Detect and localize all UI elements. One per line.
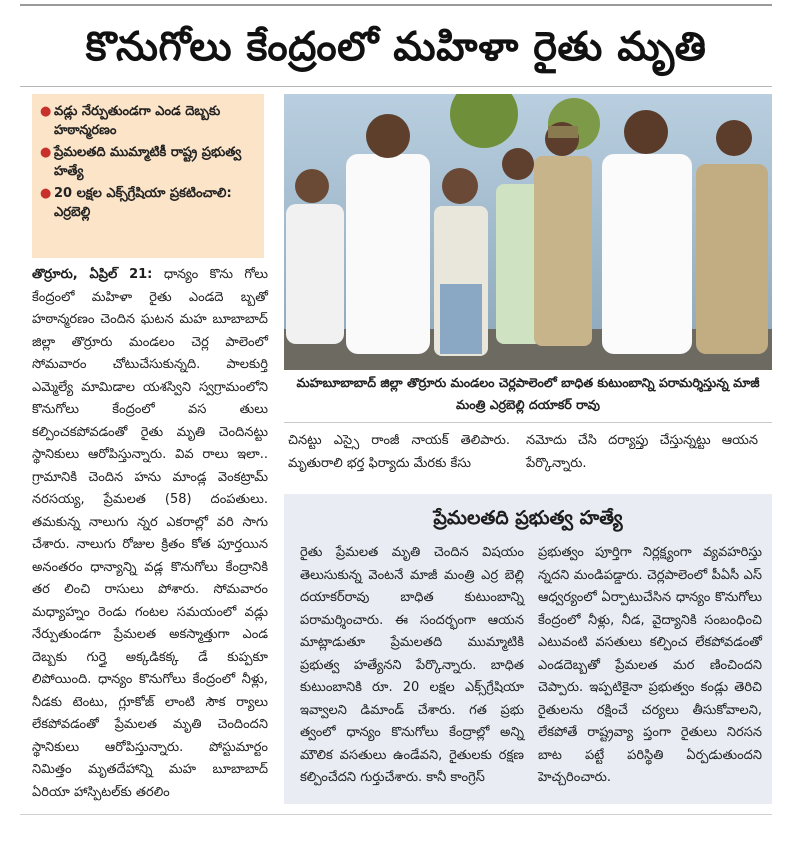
bullet-icon: ● [40, 145, 52, 160]
article-column-2-continued: చినట్టు ఎస్సై రాంజీ నాయక్ తెలిపారు. మృతురాలి భర్త ఫిర్యాదు మేరకు కేసు [288, 433, 510, 471]
article-column-3-continued: నమోదు చేసి దర్యాప్తు చేస్తున్నట్టు ఆయన పేర్కొన్నారు. [526, 433, 758, 471]
photo-illustration [284, 94, 772, 370]
highlight-text: 20 లక్షల ఎక్స్‌గ్రేషియా ప్రకటించాలి: ఎర్రబెల్లి [54, 186, 232, 220]
highlight-item [40, 143, 254, 181]
sidebar-box [284, 494, 772, 804]
highlight-text: వడ్లు నేర్పుతుండగా ఎండ దెబ్బకు హఠాన్మరణం [54, 104, 221, 138]
highlight-item [40, 184, 254, 222]
bullet-icon: ● [40, 104, 52, 119]
sidebar-box-left-text: రైతు ప్రేమలత మృతి చెందిన విషయం తెలుసుకున్న వెంటనే మాజీ మంత్రి ఎర్ర బెల్లి దయాకర్‌రావు బాధిత కుటుంబాన్ని పరామర్శించారు. ఈ సందర్భంగా ఆయన మాట్లాడుతూ ప్రేమలతది ముమ్మాటికి ప్రభుత్వ హత్యేనని పేర్కొన్నారు. బాధిత కుటుంబానికి రూ. 20 లక్షల ఎక్స్‌గ్రేషియా ఇవ్వాలని డిమాండ్ చేశారు. గత ప్రభు త్వంలో ధాన్యం కొనుగోలు కేంద్రాల్లో అన్ని మౌలిక వసతులు ఉండేవని, రైతులకు రక్షణ కల్పించేదని గుర్తుచేశారు. కానీ కాంగ్రెస్ [300, 545, 524, 785]
caption-rule [284, 422, 772, 423]
sidebar-box-title: ప్రేమలతది ప్రభుత్వ హత్యే [433, 507, 623, 529]
bullet-icon: ● [40, 186, 52, 201]
highlights-box [32, 94, 264, 258]
sidebar-box-right-text: ప్రభుత్వం పూర్తిగా నిర్లక్ష్యంగా వ్యవహరిస్తు న్నదని మండిపడ్డారు. చెర్లపాలెంలో పీఏసీ ఎస్ ఆధ్వర్యంలో ఏర్పాటుచేసిన ధాన్యం కొనుగోలు కేంద్రంలో నీళ్లు, నీడ, వైద్యానికి సంబంధించి ఎటువంటి వసతులు కల్పించ లేకపోవడంతో ఎండదెబ్బతో ప్రేమలత మర ణించిందని చెప్పారు. ఇప్పటికైనా ప్రభుత్వం కండ్లు తెరిచి రైతులను రక్షించే చర్యలు తీసుకోవాలని, లేకపోతే రాష్ట్రవ్యా ప్తంగా రైతులు నిరసన బాట పట్టే పరిస్థితి ఏర్పడుతుందని హెచ్చరించారు. [538, 545, 762, 785]
headline-rule [20, 86, 772, 87]
news-photo [284, 94, 772, 370]
article-column-1 [32, 264, 268, 804]
highlight-item [40, 102, 254, 140]
top-rule [20, 4, 772, 6]
bottom-rule [20, 814, 772, 815]
photo-caption: మహబూబాబాద్ జిల్లా తొర్రూరు మండలం చెర్లపాలెంలో బాధిత కుటుంబాన్ని పరామర్శిస్తున్న మాజీ మంత్రి ఎర్రబెల్లి దయాకర్ రావు [296, 375, 760, 412]
headline: కొనుగోలు కేంద్రంలో మహిళా రైతు మృతి [85, 24, 707, 70]
dateline: తొర్రూరు, ఏప్రిల్ 21: [32, 267, 153, 282]
article-body-text: ధాన్యం కొను గోలు కేంద్రంలో మహిళా రైతు ఎండదె బ్బతో హఠాన్మరణం చెందిన ఘటన మహ బూబాబాద్ జిల్లా తొర్రూరు మండలం చెర్ల పాలెంలో సోమవారం చోటుచేసుకున్నది. పాలకుర్తి ఎమ్మెల్యే మామిడాల యశస్విని స్వగ్రామంలోని కొనుగోలు కేంద్రంలో వస తులు కల్పించకపోవడంతో రైతు మృతి చెందినట్టు స్థానికులు ఆరోపిస్తున్నారు. వివ రాలు ఇలా.. గ్రామానికి చెందిన హను మాండ్ల వెంకట్రామ్ నరసయ్య, ప్రేమలత (58) దంపతులు. తమకున్న నాలుగు న్నర ఎకరాల్లో వరి సాగు చేశారు. నాలుగు రోజుల క్రితం కోత పూర్తయిన అనంతరం ధాన్యాన్ని వడ్ల కొనుగోలు కేంద్రానికి తర లించి రాసులు పోశారు. సోమవారం మధ్యాహ్నం రెండు గంటల సమయంలో వడ్లు నేర్పుతుండగా ప్రేమలత అకస్మాత్తుగా ఎండ దెబ్బకు గుర్తై అక్కడికక్క డే కుప్పకూ లిపోయింది. ధాన్యం కొనుగోలు కేంద్రంలో నీళ్లు, నీడకు టెంటు, గ్లూకోజ్ లాంటి సౌక ర్యాలు లేకపోవడంతో ప్రేమలత మృతి చెందిందని స్థానికులు ఆరోపిస్తున్నారు. పోస్టుమార్టం నిమిత్తం మృతదేహాన్ని మహ బూబాబాద్ ఏరియా హాస్పిటల్‌కు తరలిం [32, 267, 268, 800]
highlight-text: ప్రేమలతది ముమ్మాటికీ రాష్ట్ర ప్రభుత్వ హత్యే [54, 145, 242, 179]
